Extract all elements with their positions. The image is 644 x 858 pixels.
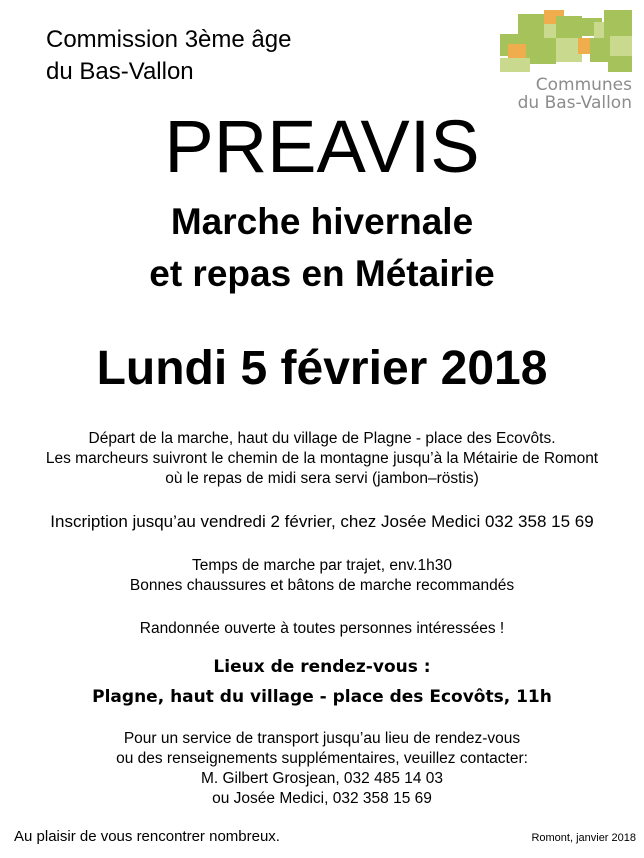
event-date: Lundi 5 février 2018 [96,342,548,395]
open-to-all: Randonnée ouverte à toutes personnes intéressées ! [139,620,505,637]
transport-line: ou Josée Medici, 032 358 15 69 [212,790,432,807]
place-date: Romont, janvier 2018 [531,832,636,844]
organizer [46,24,291,88]
transport-line: Pour un service de transport jusqu’au lieu de rendez-vous [123,730,521,747]
event-subtitle [0,196,644,300]
inscription-info: Inscription jusqu’au vendredi 2 février, chez Josée Medici 032 358 15 69 [50,512,594,531]
walk-details [0,429,644,489]
transport-line: M. Gilbert Grosjean, 032 485 14 03 [200,770,444,787]
walk-info [0,556,644,596]
transport-line: ou des renseignements supplémentaires, veuillez contacter: [116,750,528,767]
notice-title: PREAVIS [164,105,480,188]
transport-info [0,729,644,809]
detail-line: où le repas de midi sera servi (jambon–röstis) [165,470,479,487]
closing-text: Au plaisir de vous rencontrer nombreux. [14,828,280,845]
logo-line-1: Communes [535,75,632,95]
organizer-line-1: Commission 3ème âge [46,26,292,53]
logo-line-2: du Bas-Vallon [517,93,632,113]
detail-line: Départ de la marche, haut du village de Plagne - place des Ecovôts. [88,430,556,447]
meeting-point [0,652,644,712]
walk-info-line: Temps de marche par trajet, env.1h30 [192,557,452,574]
subtitle-line-2: et repas en Métairie [149,253,495,294]
walk-info-line: Bonnes chaussures et bâtons de marche recommandés [129,577,515,594]
organizer-line-2: du Bas-Vallon [46,58,194,85]
detail-line: Les marcheurs suivront le chemin de la montagne jusqu’à la Métairie de Romont [45,450,599,467]
meeting-heading: Lieux de rendez-vous : [213,657,431,677]
meeting-place: Plagne, haut du village - place des Ecovôts, 11h [92,687,552,707]
subtitle-line-1: Marche hivernale [170,201,474,242]
